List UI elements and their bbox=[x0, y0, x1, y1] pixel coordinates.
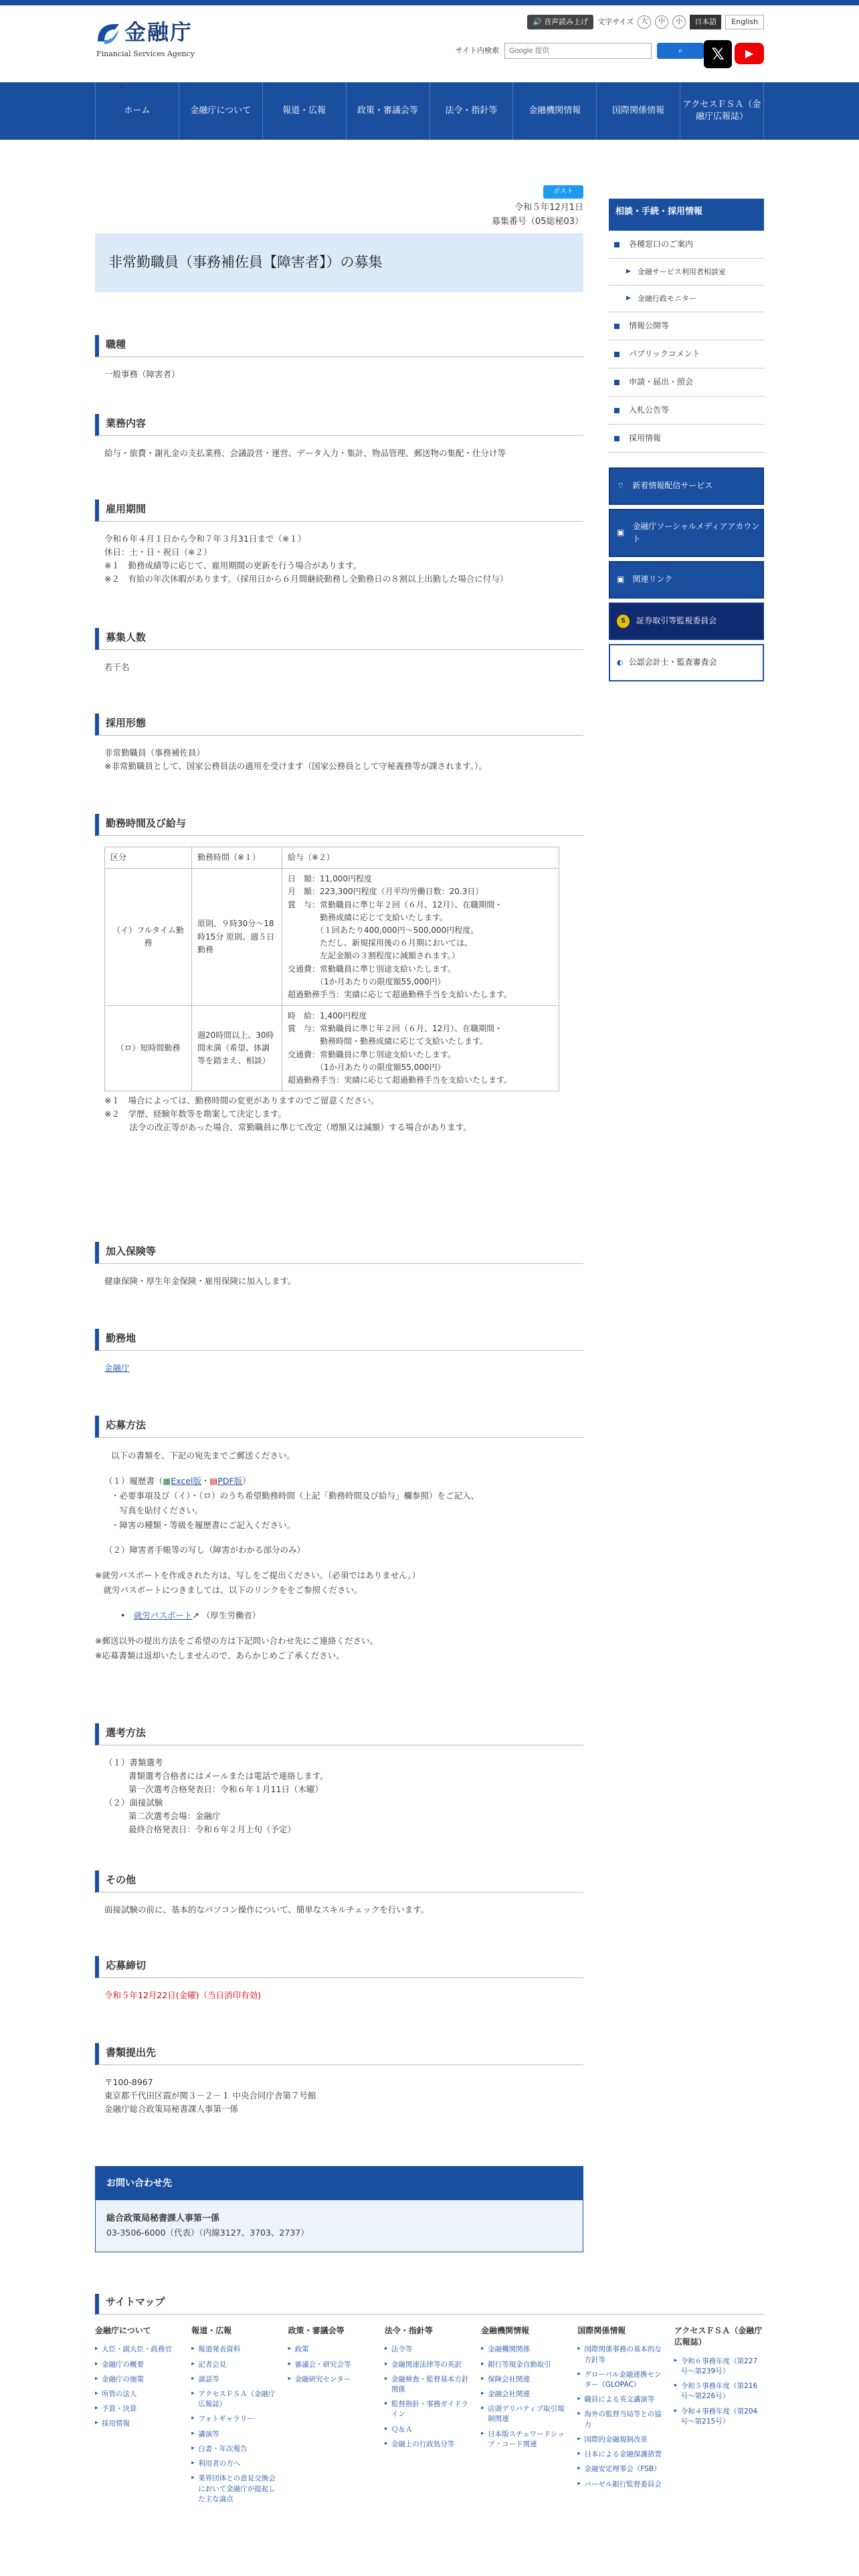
section-heading: 加入保険等 bbox=[95, 1242, 583, 1264]
button-label: 新着情報配信サービス bbox=[632, 481, 713, 491]
breadcrumb-home[interactable]: ホーム bbox=[95, 82, 117, 91]
arrow-right-icon: ▶ bbox=[626, 268, 631, 276]
section-apply bbox=[95, 1416, 583, 1663]
breadcrumb: ホーム > 採用情報 bbox=[95, 82, 158, 91]
text-span: ・ bbox=[201, 1475, 210, 1486]
sitemap-link[interactable]: ▸ 金融検査・監督基本方針関係 bbox=[385, 2375, 474, 2395]
section-insurance bbox=[95, 1242, 583, 1288]
text-line: 法令の改正等があった場合、常勤職員に準じて改定（増額又は減額）する場合があります。 bbox=[104, 1122, 472, 1133]
section-heading: 雇用期間 bbox=[95, 500, 583, 522]
publish-date: 令和５年12月1日 bbox=[514, 203, 583, 213]
header-tools bbox=[527, 15, 764, 29]
font-size-label: 文字サイズ bbox=[597, 17, 634, 26]
top-accent-bar bbox=[0, 0, 859, 5]
sitemap-link[interactable]: ▸ グローバル金融連携センター（GLOPAC） bbox=[577, 2370, 667, 2390]
cpaaob-banner[interactable] bbox=[609, 644, 764, 681]
text-line: 以下の書類を、下記の宛先までご郵送ください。 bbox=[111, 1451, 296, 1461]
arrow-right-icon: ▶ bbox=[626, 295, 631, 302]
text-line: 金融庁総合政策局秘書課人事第一係 bbox=[104, 2104, 239, 2114]
sitemap-link[interactable]: ▸ 採用情報 bbox=[95, 2419, 185, 2429]
gnav-item-press[interactable]: 報道・広報 bbox=[262, 82, 346, 140]
related-links-button[interactable] bbox=[609, 561, 764, 599]
sidebar bbox=[609, 199, 764, 681]
button-label: 証券取引等監視委員会 bbox=[636, 616, 717, 626]
text-line: ・必要事項及び（イ）・（ロ）のうち希望勤務時間（上記「勤務時間及び給与」欄参照）をご記入、 bbox=[111, 1490, 480, 1501]
pdf-icon: ▤ bbox=[209, 1475, 218, 1486]
sitemap-link[interactable]: ▸ 法令等 bbox=[385, 2345, 474, 2355]
sitemap-column bbox=[385, 2325, 474, 2509]
text-line: 超過勤務手当：実績に応じて超過勤務手当を支給いたします。 bbox=[288, 989, 512, 999]
section-heading: 勤務時間及び給与 bbox=[95, 814, 583, 836]
sidebar-item-label: 採用情報 bbox=[629, 433, 662, 443]
section-text: 健康保険・厚生年金保険・雇用保険に加入します。 bbox=[104, 1276, 296, 1286]
section-body bbox=[95, 532, 583, 586]
contact-heading: お問い合わせ先 bbox=[96, 2167, 583, 2200]
contact-phone: 03-3506-6000（代表）（内線3127、3703、2737） bbox=[106, 2228, 309, 2238]
sitemap-link[interactable]: ▸ 金融上の行政処分等 bbox=[385, 2440, 474, 2450]
breadcrumb-current[interactable]: 採用情報 bbox=[128, 82, 158, 91]
text-line: 休日：土・日・祝日（※２） bbox=[104, 547, 212, 557]
text-line: （２）障害者手帳等の写し（障害がわかる部分のみ） bbox=[104, 1545, 306, 1555]
section-heading: 応募方法 bbox=[95, 1416, 583, 1438]
text-line: 第二次選考会場：金融庁 bbox=[128, 1811, 221, 1821]
text-line: 交通費：常勤職員に準じ別途支給いたします。 bbox=[288, 1049, 456, 1059]
table-header: 勤務時間（※１） bbox=[192, 847, 282, 869]
section-work bbox=[95, 414, 583, 460]
sitemap-column bbox=[288, 2325, 378, 2509]
section-send-to bbox=[95, 2043, 583, 2116]
sitemap-link[interactable]: ▸ 令和６事務年度（第227号〜第239号） bbox=[674, 2357, 764, 2377]
section-heading: 勤務地 bbox=[95, 1329, 583, 1351]
resume-pdf-link[interactable]: PDF版 bbox=[217, 1475, 243, 1486]
sidebar-item-label: 入札公告等 bbox=[629, 405, 670, 415]
section-text: 一般事務（障害者） bbox=[104, 369, 180, 379]
sitemap-link[interactable]: ▸ 金融会社関連 bbox=[481, 2389, 571, 2399]
table-cell-salary bbox=[282, 1006, 559, 1091]
section-heading: 募集人数 bbox=[95, 628, 583, 650]
contact-box bbox=[95, 2166, 583, 2252]
site-search bbox=[456, 43, 704, 59]
button-label: 金融庁ソーシャルメディアアカウント bbox=[632, 521, 760, 544]
sitemap-link[interactable]: ▸ 報道発表資料 bbox=[191, 2345, 281, 2355]
section-deadline bbox=[95, 1956, 583, 2002]
table-row bbox=[105, 1006, 559, 1091]
section-job bbox=[95, 335, 583, 381]
text-line: ・障害の種類・等級を履歴書にご記入ください。 bbox=[111, 1519, 296, 1530]
deadline-text: 令和５年12月22日(金曜)（当日消印有効) bbox=[104, 1990, 261, 2000]
sitemap-link[interactable]: ▸ 金融庁の施策 bbox=[95, 2375, 185, 2385]
text-line: 就労パスポートにつきましては、以下のリンクををご参照ください。 bbox=[95, 1585, 363, 1596]
site-logo[interactable] bbox=[95, 17, 222, 60]
sidebar-heading-text: 相談・手続・採用情報 bbox=[615, 207, 703, 217]
text-line: ただし、新規採用後の６月期においては、 bbox=[288, 938, 473, 948]
text-line: 第一次選考合格発表日：令和６年１月11日（木曜） bbox=[128, 1784, 323, 1794]
text-line: 写真を貼付ください。 bbox=[111, 1505, 203, 1515]
font-size-small-button[interactable]: 小 bbox=[672, 15, 686, 29]
bullet-square-icon bbox=[614, 352, 619, 357]
text-line: ※２ 有給の年次休暇があります。（採用日から６月間継続勤務し全勤務日の８割以上出勤した場合に付与） bbox=[104, 574, 508, 584]
bullet-square-icon bbox=[614, 380, 619, 385]
site-footer bbox=[0, 2294, 859, 2509]
sitemap-link[interactable]: ▸ 金融安定理事会（FSB） bbox=[577, 2464, 667, 2474]
text-line: ※郵送以外の提出方法をご希望の方は下記問い合わせ先にご連絡ください。 bbox=[95, 1635, 378, 1646]
tweet-label: ポスト bbox=[553, 188, 573, 195]
text-line: 〒100-8967 bbox=[104, 2077, 153, 2087]
sitemap-link[interactable]: ▸ 講演等 bbox=[191, 2430, 281, 2440]
sitemap-link[interactable]: ▸ 保険会社関連 bbox=[481, 2375, 571, 2385]
section-selection bbox=[95, 1723, 583, 1836]
gnav-item-laws[interactable]: 法令・指針等 bbox=[430, 82, 513, 140]
text-line: 令和６年４月１日から令和７年３月31日まで（※１） bbox=[104, 534, 306, 544]
sitemap-link[interactable]: ▸ 政策 bbox=[288, 2345, 378, 2355]
sitemap-link[interactable]: ▸ 店頭デリバティブ取引規制関連 bbox=[481, 2404, 571, 2424]
text-line: 左記金額の３割程度に減額されます。） bbox=[288, 951, 460, 961]
resume-line bbox=[104, 1474, 583, 1489]
sidebar-item-label: 金融サービス利用者相談室 bbox=[637, 267, 726, 276]
sidebar-item-label: パブリックコメント bbox=[629, 348, 700, 358]
table-cell: （イ）フルタイム勤務 bbox=[105, 869, 192, 1006]
sesc-logo-icon: S bbox=[617, 615, 630, 628]
table-cell-salary bbox=[282, 869, 559, 1006]
text-line: 賞 与：常勤職員に準じ年２回（６月、12月）、在職期間・ bbox=[288, 899, 503, 909]
table-cell: 原則、９時30分〜18時15分 原則、週５日勤務 bbox=[192, 869, 282, 1006]
text-span: ） bbox=[242, 1475, 251, 1486]
gnav-item-institutions[interactable]: 金融機関情報 bbox=[512, 82, 596, 140]
rss-service-button[interactable] bbox=[609, 467, 764, 505]
sitemap-link[interactable]: ▸ 日本版スチュワードシップ・コード関連 bbox=[481, 2430, 571, 2450]
text-line: （1か月あたりの限度額55,000円） bbox=[288, 1062, 446, 1072]
text-line: 賞 与：常勤職員に準じ年２回（６月、12月）、在職期間・ bbox=[288, 1024, 503, 1034]
text-line: 書類選考合格者にはメールまたは電話で連絡します。 bbox=[128, 1771, 328, 1781]
section-other bbox=[95, 1870, 583, 1917]
gnav-item-access-fsa[interactable]: アクセスＦＳＡ（金融庁広報誌） bbox=[680, 82, 764, 140]
sitemap bbox=[95, 2294, 764, 2509]
sitemap-link[interactable]: ▸ 日本による金融保護措置 bbox=[577, 2450, 667, 2460]
section-text: 給与・旅費・謝礼金の支払業務、会議設営・運営、データ入力・集計、物品管理、郵送物の集配・仕分け等 bbox=[104, 448, 506, 458]
sitemap-column bbox=[95, 2325, 185, 2509]
button-label: 公認会計士・監査審査会 bbox=[628, 657, 717, 667]
text-line: 最終合格発表日：令和６年２月上旬（予定） bbox=[128, 1824, 296, 1834]
sitemap-link[interactable]: ▸ 利用者の方へ bbox=[191, 2459, 281, 2469]
font-size-large-button[interactable]: 大 bbox=[638, 15, 651, 29]
text-line: 超過勤務手当：実績に応じて超過勤務手当を支給いたします。 bbox=[288, 1075, 512, 1085]
text-line: 日 額：11,000円程度 bbox=[288, 874, 372, 884]
sidebar-item-label: 情報公開等 bbox=[629, 320, 670, 330]
sidebar-item-disclosure[interactable] bbox=[609, 312, 764, 340]
x-twitter-icon[interactable]: 𝕏 bbox=[704, 40, 732, 68]
text-line: ※１ 勤務成績等に応じて、雇用期間の更新を行う場合があります。 bbox=[104, 560, 362, 570]
sitemap-link[interactable]: ▸ 国際的金融規制改革 bbox=[577, 2435, 667, 2445]
tweet-button[interactable] bbox=[543, 185, 583, 199]
sitemap-link[interactable]: ▸ 白書・年次報告 bbox=[191, 2444, 281, 2454]
salary-table bbox=[104, 847, 559, 1091]
sidebar-item-application[interactable] bbox=[609, 368, 764, 397]
external-link-icon: ↗ bbox=[192, 1610, 199, 1620]
section-heading: 採用形態 bbox=[95, 714, 583, 736]
workplace-link[interactable]: 金融庁 bbox=[104, 1363, 130, 1373]
gnav-item-home[interactable]: ホーム bbox=[95, 82, 179, 140]
sitemap-column-heading[interactable]: 政策・審議会等 bbox=[288, 2326, 345, 2335]
gnav-item-about[interactable]: 金融庁について bbox=[179, 82, 262, 140]
sitemap-heading: サイトマップ bbox=[95, 2294, 764, 2315]
text-line: ※応募書類は返却いたしませんので、あらかじめご了承ください。 bbox=[95, 1650, 345, 1660]
sitemap-link[interactable]: ▸ 国際関係事務の基本的な方針等 bbox=[577, 2345, 667, 2365]
section-heading: 書類提出先 bbox=[95, 2043, 583, 2065]
section-heading: 応募締切 bbox=[95, 1956, 583, 1978]
sidebar-heading bbox=[609, 199, 764, 231]
sidebar-item-bidding[interactable] bbox=[609, 397, 764, 425]
text-span: （厚生労働省） bbox=[201, 1610, 261, 1620]
resume-excel-link[interactable]: Excel版 bbox=[171, 1475, 201, 1486]
sitemap-link[interactable]: ▸ 予算・決算 bbox=[95, 2404, 185, 2414]
sitemap-link[interactable]: ▸ 金融庁の概要 bbox=[95, 2360, 185, 2370]
sesc-banner[interactable] bbox=[609, 603, 764, 640]
section-heading: 業務内容 bbox=[95, 414, 583, 436]
sitemap-link[interactable]: ▸ 業界団体との意見交換会において金融庁が提起した主な論点 bbox=[191, 2474, 281, 2504]
section-body bbox=[95, 1756, 583, 1836]
text-line: 東京都千代田区霞が関３－２－１ 中央合同庁舎第７号館 bbox=[104, 2090, 316, 2101]
sidebar-item-label: 申請・届出・照会 bbox=[629, 377, 694, 387]
sitemap-link[interactable]: ▸ 所管の法人 bbox=[95, 2389, 185, 2399]
sitemap-column bbox=[674, 2325, 764, 2509]
section-text: 面接試験の前に、基本的なパソコン操作について、簡単なスキルチェックを行います。 bbox=[104, 1905, 430, 1915]
sitemap-link[interactable]: ▸ 令和５事務年度（第216号〜第226号） bbox=[674, 2381, 764, 2401]
sitemap-link[interactable]: ▸ Ｑ＆Ａ bbox=[385, 2425, 474, 2435]
bullet-square-icon bbox=[614, 324, 619, 329]
text-line: ※１ 場合によっては、勤務時間の変更がありますのでご留意ください。 bbox=[104, 1095, 379, 1106]
text-line: 交通費：常勤職員に準じ別途支給いたします。 bbox=[288, 964, 456, 974]
read-aloud-button[interactable]: 🔊 音声読み上げ bbox=[527, 15, 593, 29]
table-header: 給与（※２） bbox=[282, 847, 559, 869]
sitemap-link[interactable]: ▸ 令和４事務年度（第204号〜第215号） bbox=[674, 2407, 764, 2427]
read-aloud-label: 音声読み上げ bbox=[544, 17, 589, 26]
text-line: ※非常勤職員として、国家公務員法の適用を受けます（国家公務員として守秘義務等が課されます。）。 bbox=[104, 761, 487, 771]
sitemap-column-heading[interactable]: アクセスＦＳＡ（金融庁広報誌） bbox=[674, 2326, 763, 2347]
sitemap-link[interactable]: ▸ 職員による英文講演等 bbox=[577, 2395, 667, 2405]
fsa-logo-icon bbox=[95, 20, 122, 47]
table-header: 区分 bbox=[105, 847, 192, 869]
lang-english-button[interactable]: English bbox=[725, 15, 764, 29]
sitemap-link[interactable]: ▸ バーゼル銀行監督委員会 bbox=[577, 2480, 667, 2490]
youtube-icon[interactable]: ▶ bbox=[735, 43, 764, 64]
social-media-button[interactable] bbox=[609, 509, 764, 557]
font-size-medium-button[interactable]: 中 bbox=[655, 15, 668, 29]
page-title-box bbox=[95, 233, 583, 292]
text-line: （２）面接試験 bbox=[104, 1798, 163, 1808]
page-title: 非常勤職員（事務補佐員【障害者】）の募集 bbox=[108, 254, 383, 271]
gnav-item-international[interactable]: 国際関係情報 bbox=[596, 82, 680, 140]
search-label: サイト内検索 bbox=[455, 46, 499, 56]
sitemap-column-heading[interactable]: 報道・広報 bbox=[191, 2326, 232, 2335]
text-line: ※就労パスポートを作成された方は、写しをご提出ください。（必須ではありません。） bbox=[95, 1570, 421, 1581]
cpaaob-logo-icon: ◐ bbox=[617, 658, 624, 667]
sitemap-column-heading[interactable]: 金融庁について bbox=[95, 2326, 151, 2335]
excel-icon: ▦ bbox=[163, 1475, 171, 1486]
logo-text-ja: 金融庁 bbox=[124, 19, 193, 45]
logo-text-en: Financial Services Agency bbox=[96, 49, 195, 58]
section-body bbox=[95, 2076, 583, 2116]
sitemap-column-heading[interactable]: 金融機関情報 bbox=[481, 2326, 530, 2335]
section-text: 若干名 bbox=[104, 662, 130, 672]
text-line: 勤務成績に応じて支給いたします。 bbox=[288, 912, 448, 922]
sidebar-item-label: 各種窓口のご案内 bbox=[629, 239, 694, 249]
text-line: （１回あたり400,000円〜500,000円程度。 bbox=[288, 925, 479, 935]
bullet-square-icon bbox=[614, 408, 619, 413]
sitemap-link[interactable]: ▸ 記者会見 bbox=[191, 2360, 281, 2370]
section-count bbox=[95, 628, 583, 674]
section-period bbox=[95, 500, 583, 586]
section-form bbox=[95, 714, 583, 773]
sitemap-link[interactable]: ▸ 銀行等現金自動取引 bbox=[481, 2360, 571, 2370]
section-body bbox=[95, 1362, 583, 1375]
table-notes bbox=[95, 1094, 583, 1134]
table-cell: （ロ）短時間勤務 bbox=[105, 1006, 192, 1091]
sitemap-link[interactable]: ▸ アクセスＦＳＡ（金融庁広報誌） bbox=[191, 2389, 281, 2409]
sitemap-link[interactable]: ▸ 監督指針・事務ガイドライン bbox=[385, 2399, 474, 2420]
wifi-icon: ⌔ bbox=[617, 481, 625, 491]
work-passport-link[interactable]: 就労パスポート bbox=[133, 1610, 193, 1620]
text-line: 時 給：1,400円程度 bbox=[288, 1011, 367, 1021]
link-icon: ▣ bbox=[617, 574, 625, 584]
sitemap-link[interactable]: ▸ フォトギャラリー bbox=[191, 2414, 281, 2424]
table-cell: 週20時間以上、30時間未満（希望、体調等を踏まえ、相談） bbox=[192, 1006, 282, 1091]
recruit-number: 募集番号（05総秘03） bbox=[491, 216, 583, 227]
lang-japanese-button[interactable]: 日本語 bbox=[690, 15, 721, 29]
sidebar-subitem-consultation[interactable] bbox=[609, 259, 764, 286]
bullet-square-icon bbox=[614, 436, 619, 441]
button-label: 関連リンク bbox=[632, 574, 673, 584]
sidebar-subitem-monitor[interactable] bbox=[609, 286, 764, 312]
section-heading: 選考方法 bbox=[95, 1723, 583, 1745]
sitemap-link[interactable]: ▸ 大臣・副大臣・政務官 bbox=[95, 2345, 185, 2355]
text-line: （１）書類選考 bbox=[104, 1757, 163, 1767]
table-header-row bbox=[105, 847, 559, 869]
text-line: （1か月あたりの限度額55,000円） bbox=[288, 976, 446, 986]
sitemap-column bbox=[191, 2325, 281, 2509]
sidebar-item-recruit[interactable] bbox=[609, 425, 764, 453]
sitemap-link[interactable]: ▸ 談話等 bbox=[191, 2375, 281, 2385]
section-heading: 職種 bbox=[95, 335, 583, 357]
text-span: （１）履歴書（ bbox=[104, 1475, 163, 1486]
sitemap-link[interactable]: ▸ 金融研究センター bbox=[288, 2375, 378, 2385]
section-body bbox=[95, 746, 583, 773]
bullet-square-icon bbox=[614, 242, 619, 247]
passport-line: • 就労パスポート↗ （厚生労働省） bbox=[120, 1610, 261, 1620]
text-line: ※２ 学歴、経験年数等を勘案して決定します。 bbox=[104, 1109, 286, 1119]
sitemap-link[interactable]: ▸ 海外の監督当局等との協力 bbox=[577, 2409, 667, 2430]
search-icon: ⌕ bbox=[678, 46, 683, 56]
text-line: 月 額：223,300円程度（月平均労働日数：20.3日） bbox=[288, 887, 484, 897]
contact-department: 総合政策局秘書課人事第一係 bbox=[106, 2214, 220, 2224]
search-button[interactable] bbox=[657, 43, 704, 59]
search-input[interactable] bbox=[504, 43, 652, 59]
sitemap-column bbox=[481, 2325, 571, 2509]
table-row bbox=[105, 869, 559, 1006]
sitemap-column bbox=[577, 2325, 667, 2509]
section-place bbox=[95, 1329, 583, 1375]
section-hours-salary bbox=[95, 814, 583, 1134]
publish-info bbox=[492, 201, 583, 229]
sidebar-item-contact-desk[interactable] bbox=[609, 231, 764, 259]
contact-body bbox=[96, 2200, 583, 2252]
sidebar-item-label: 金融行政モニター bbox=[637, 294, 696, 303]
text-line: 非常勤職員（事務補佐員） bbox=[104, 748, 205, 758]
sitemap-link[interactable]: ▸ 審議会・研究会等 bbox=[288, 2360, 378, 2370]
text-line: 勤務時間・勤務成績に応じて支給いたします。 bbox=[288, 1037, 488, 1047]
sidebar-item-public-comment[interactable] bbox=[609, 340, 764, 368]
sitemap-column-heading[interactable]: 法令・指針等 bbox=[384, 2326, 433, 2335]
sitemap-link[interactable]: ▸ 金融関連法律等の英訳 bbox=[385, 2360, 474, 2370]
sitemap-link[interactable]: ▸ 金融機関関係 bbox=[481, 2345, 571, 2355]
section-heading: その他 bbox=[95, 1870, 583, 1893]
share-icon: ▣ bbox=[617, 528, 625, 538]
section-body bbox=[95, 1448, 583, 1663]
gnav-item-policy[interactable]: 政策・審議会等 bbox=[346, 82, 430, 140]
sitemap-column-heading[interactable]: 国際関係情報 bbox=[577, 2326, 626, 2335]
site-header bbox=[95, 5, 764, 82]
sitemap-columns bbox=[95, 2325, 764, 2509]
